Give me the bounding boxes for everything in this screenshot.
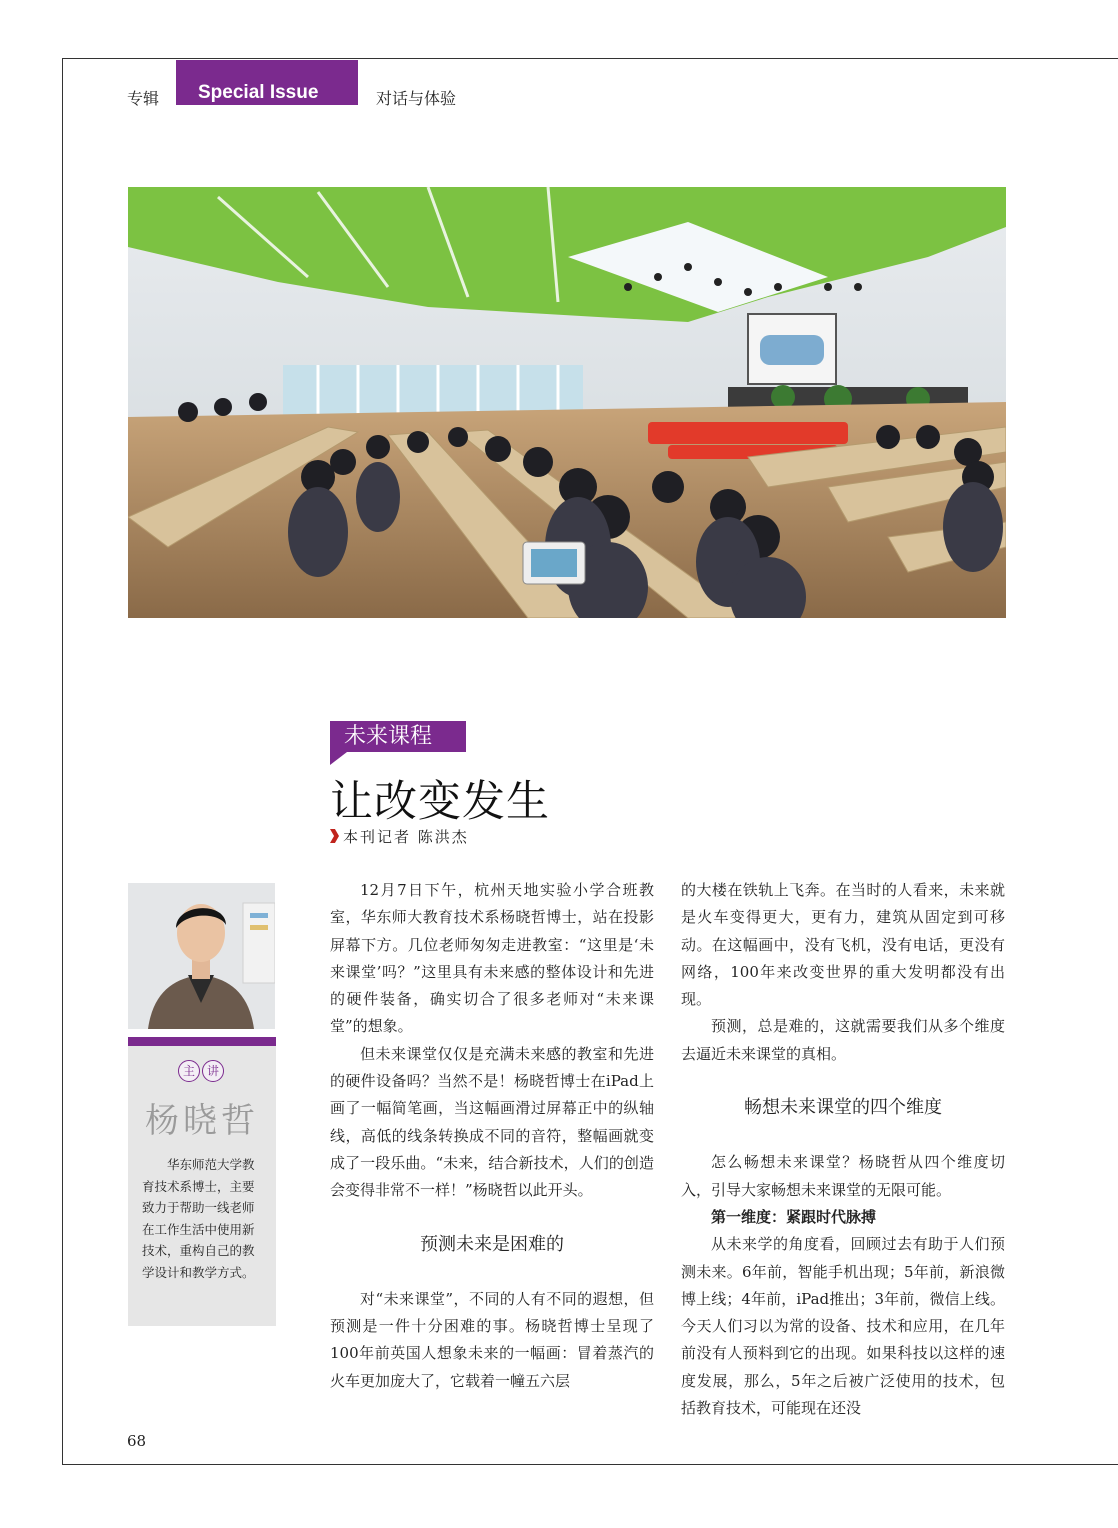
- speaker-portrait-illustration: [128, 883, 275, 1029]
- body-column-1: [330, 877, 654, 1395]
- speaker-sidebar: [128, 1037, 276, 1326]
- byline-text: 本刊记者 陈洪杰: [343, 828, 469, 846]
- byline-marker-icon: [330, 829, 339, 843]
- speaker-label-char: 主: [178, 1060, 200, 1082]
- column-tag-tail: [330, 752, 347, 765]
- byline: [330, 826, 469, 847]
- speaker-bio: 华东师范大学教育技术系博士，主要致力于帮助一线老师在工作生活中使用新技术，重构自己的教学设计和教学方式。: [142, 1157, 255, 1280]
- sidebar-accent-bar: [128, 1037, 276, 1046]
- column-tag: 未来课程: [330, 721, 466, 752]
- section-banner-text: Special Issue: [198, 82, 319, 103]
- page-number: 68: [127, 1432, 147, 1450]
- article-title: 让改变发生: [330, 777, 550, 827]
- paragraph: 从未来学的角度看，回顾过去有助于人们预测未来。6年前，智能手机出现；5年前，新浪微博上线；4年前，iPad推出；3年前，微信上线。今天人们习以为常的设备、技术和应用，在几年前没有人预料到它的出现。如果科技以这样的速度发展，那么，5年之后被广泛使用的技术，包括教育技术，可能现在还没: [681, 1235, 1005, 1418]
- sub-heading: 第一维度：紧跟时代脉搏: [711, 1207, 877, 1226]
- paragraph: 怎么畅想未来课堂？杨晓哲从四个维度切入，引导大家畅想未来课堂的无限可能。: [681, 1153, 1005, 1199]
- section-label: 专辑: [127, 89, 160, 108]
- paragraph: 12月7日下午，杭州天地实验小学合班教室，华东师大教育技术系杨晓哲博士，站在投影屏幕下方。几位老师匆匆走进教室：“这里是‘未来课堂’吗？”这里具有未来感的整体设计和先进的硬件装备，确实切合了很多老师对“未来课堂”的想象。: [330, 881, 654, 1036]
- section-banner: [176, 60, 358, 105]
- paragraph: 对“未来课堂”，不同的人有不同的遐想，但预测是一件十分困难的事。杨晓哲博士呈现了100年前英国人想象未来的一幅画：冒着蒸汽的火车更加庞大了，它载着一幢五六层: [330, 1289, 654, 1390]
- paragraph: 预测，总是难的，这就需要我们从多个维度去逼近未来课堂的真相。: [681, 1017, 1005, 1063]
- subsection-label: 对话与体验: [376, 89, 457, 108]
- speaker-label: [178, 1060, 224, 1082]
- lecture-hall-illustration: [128, 187, 1006, 618]
- paragraph: 的大楼在铁轨上飞奔。在当时的人看来，未来就是火车变得更大，更有力，建筑从固定到可移动。在这幅画中，没有飞机，没有电话，更没有网络，100年来改变世界的重大发明都没有出现。: [681, 881, 1005, 1009]
- speaker-name: 杨晓哲: [145, 1101, 259, 1141]
- speaker-portrait: [128, 883, 275, 1029]
- body-column-2: [681, 877, 1005, 1422]
- section-heading: 畅想未来课堂的四个维度: [744, 1097, 942, 1119]
- paragraph: 但未来课堂仅仅是充满未来感的教室和先进的硬件设备吗？当然不是！杨晓哲博士在iPad上画了一幅简笔画，当这幅画滑过屏幕正中的纵轴线，高低的线条转换成不同的音符，整幅画就变成了一段乐曲。“未来，结合新技术，人们的创造会变得非常不一样！”杨晓哲以此开头。: [330, 1044, 654, 1200]
- speaker-label-char: 讲: [202, 1060, 224, 1082]
- section-heading: 预测未来是困难的: [420, 1233, 564, 1255]
- lecture-hall-photo: [128, 187, 1006, 618]
